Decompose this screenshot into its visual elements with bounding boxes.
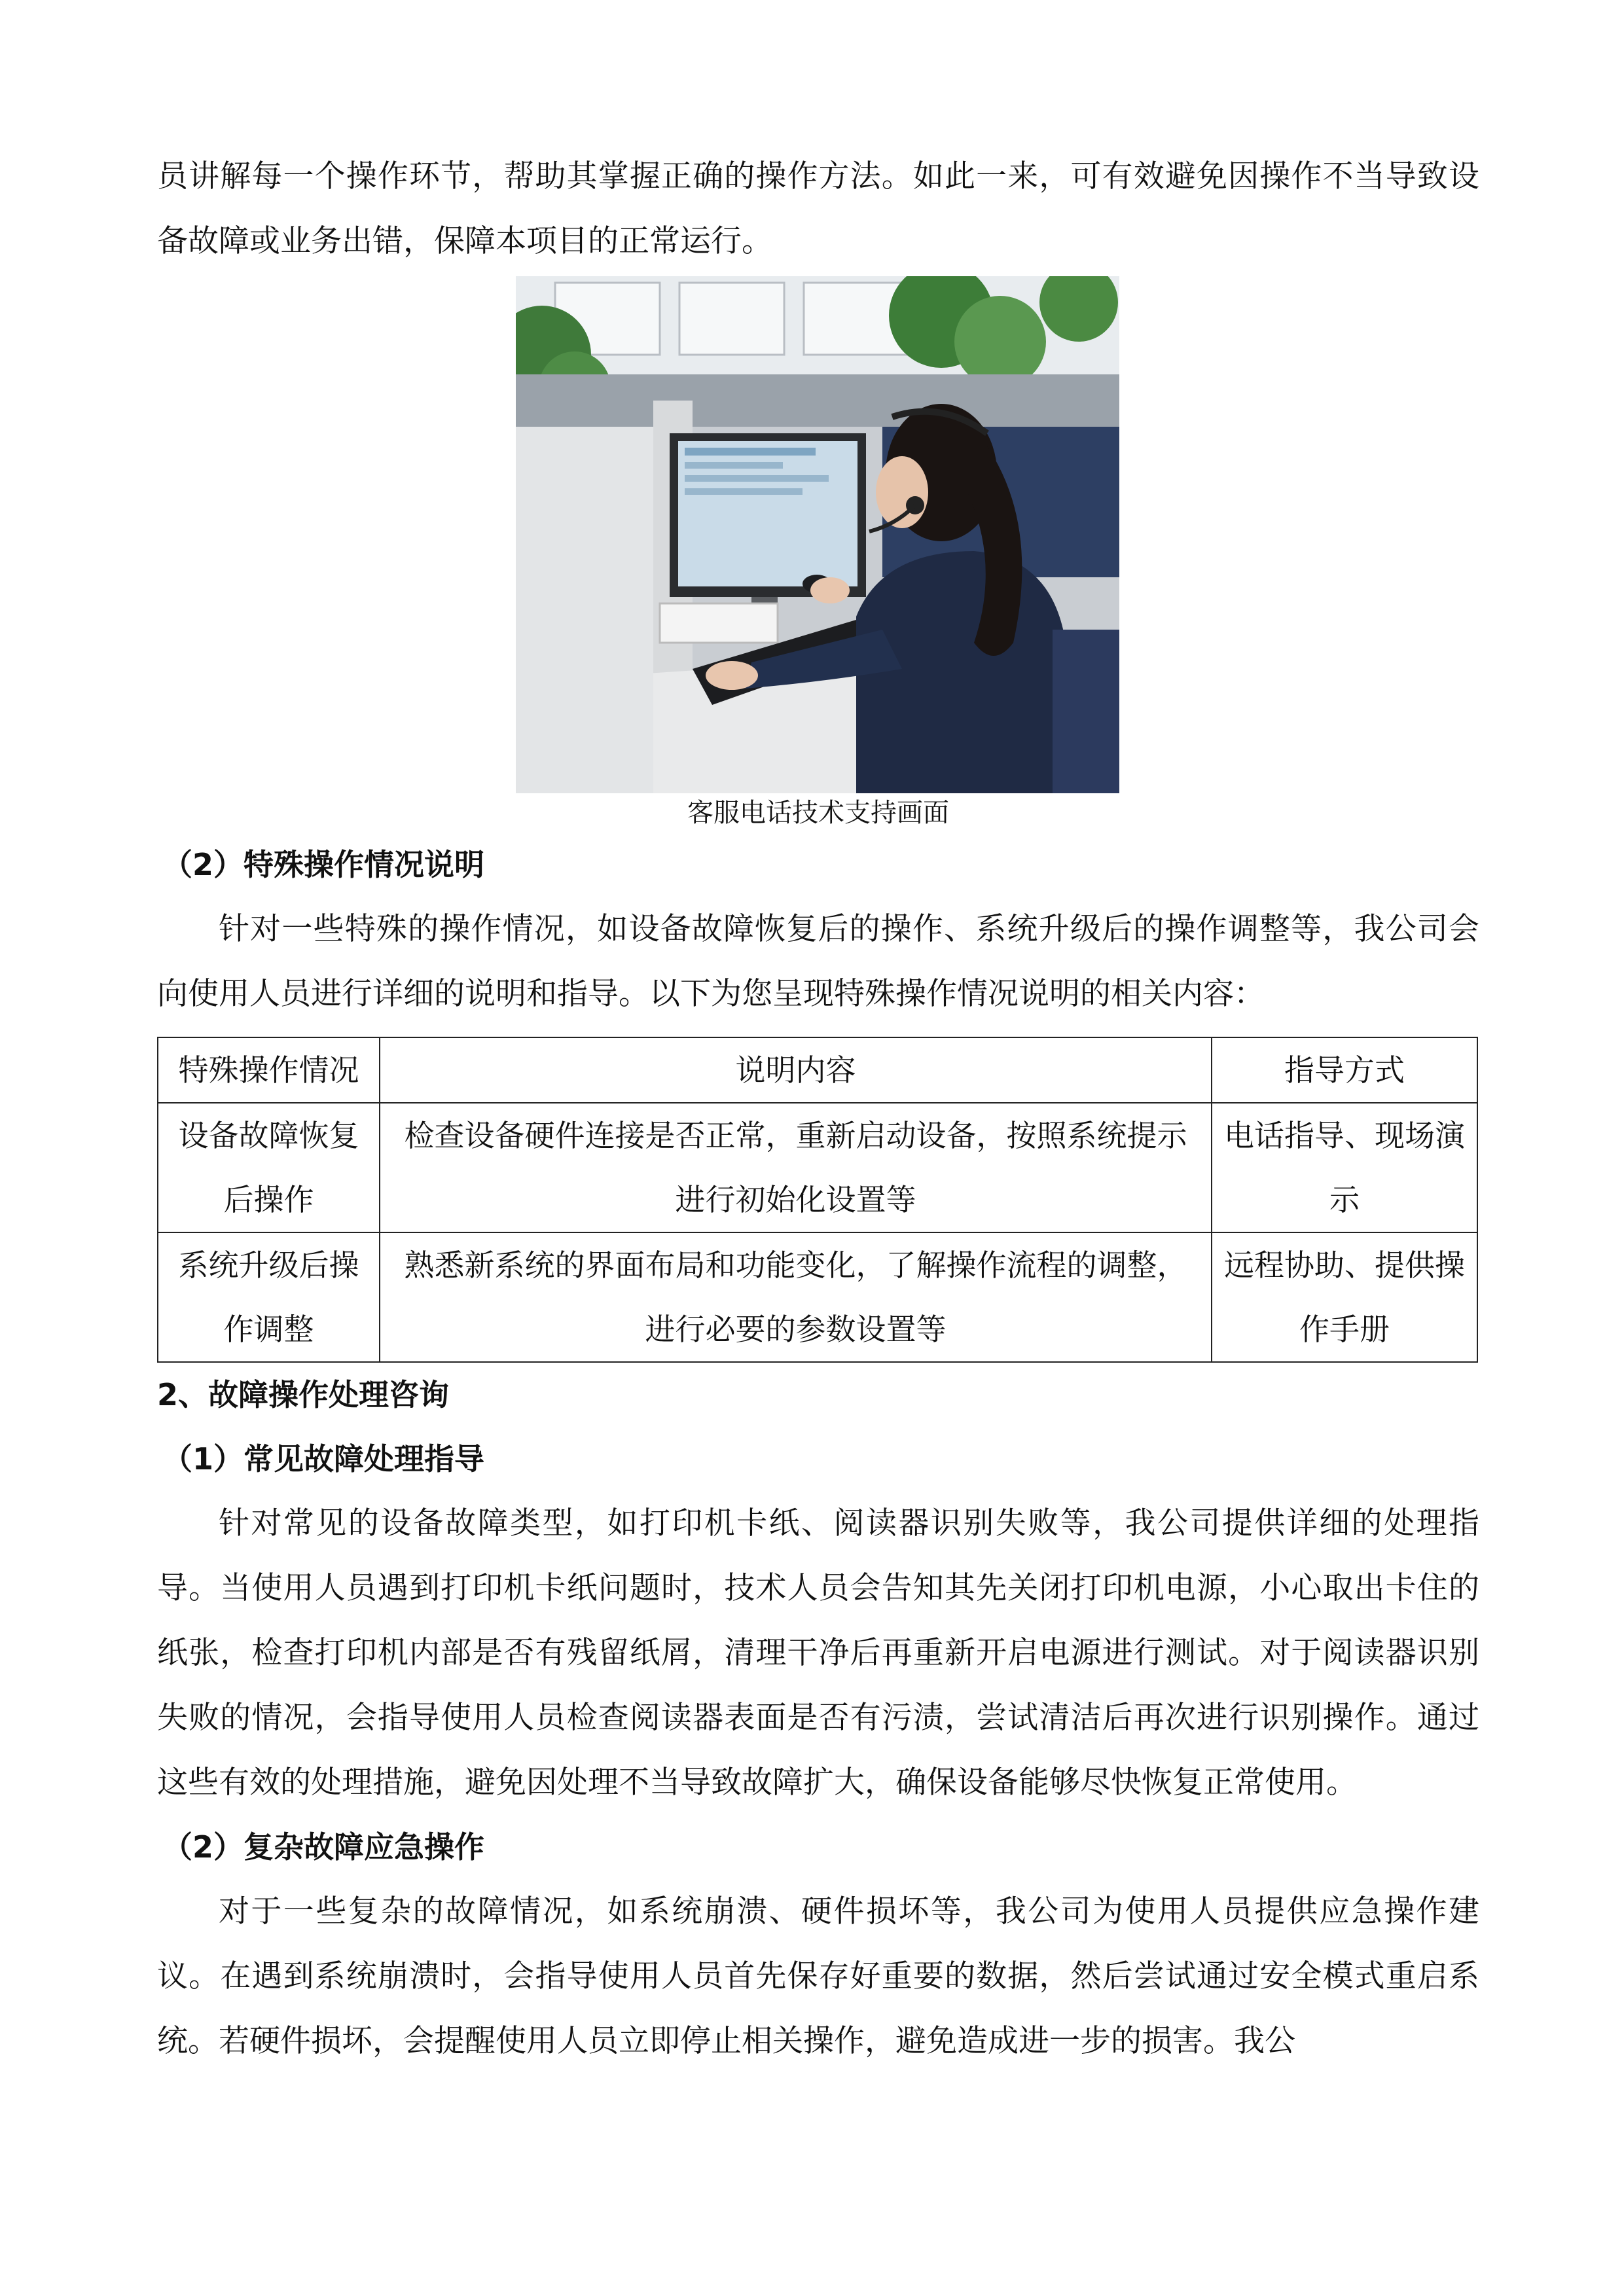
table-header-cell: 特殊操作情况 [158,1037,380,1103]
intro-paragraph: 员讲解每一个操作环节，帮助其掌握正确的操作方法。如此一来，可有效避免因操作不当导致设备故障或业务出错，保障本项目的正常运行。 [157,158,1479,259]
complex-fault-paragraph: 对于一些复杂的故障情况，如系统崩溃、硬件损坏等，我公司为使用人员提供应急操作建议。在遇到系统崩溃时，会指导使用人员首先保存好重要的数据，然后尝试通过安全模式重启系统。若硬件损坏，会提醒使用人员立即停止相关操作，避免造成进一步的损害。我公 [157,1893,1479,2059]
table-header-cell: 指导方式 [1212,1037,1477,1103]
photo-illustration [516,276,1119,793]
figure-caption: 客服电话技术支持画面 [687,798,949,828]
special-ops-paragraph: 针对一些特殊的操作情况，如设备故障恢复后的操作、系统升级后的操作调整等，我公司会向使用人员进行详细的说明和指导。以下为您呈现特殊操作情况说明的相关内容： [157,911,1479,1012]
table-header-cell: 说明内容 [380,1037,1212,1103]
common-fault-paragraph: 针对常见的设备故障类型，如打印机卡纸、阅读器识别失败等，我公司提供详细的处理指导。当使用人员遇到打印机卡纸问题时，技术人员会告知其先关闭打印机电源，小心取出卡住的纸张，检查打印机内部是否有残留纸屑，清理干净后再重新开启电源进行测试。对于阅读器识别失败的情况，会指导使用人员检查阅读器表面是否有污渍，尝试清洁后再次进行识别操作。通过这些有效的处理措施，避免因处理不当导致故障扩大，确保设备能够尽快恢复正常使用。 [157,1505,1479,1801]
table-row [158,1103,1477,1232]
table-cell: 远程协助、提供操作手册 [1212,1232,1477,1362]
table-cell: 电话指导、现场演示 [1212,1103,1477,1232]
complex-fault-heading: （2）复杂故障应急操作 [162,1829,485,1865]
document-page [157,144,1479,2073]
customer-service-photo [516,276,1119,793]
table-cell: 系统升级后操作调整 [158,1232,380,1362]
table-cell: 熟悉新系统的界面布局和功能变化，了解操作流程的调整，进行必要的参数设置等 [380,1232,1212,1362]
table-row [158,1232,1477,1362]
special-ops-table [157,1037,1478,1363]
common-fault-heading: （1）常见故障处理指导 [162,1441,485,1477]
table-cell: 检查设备硬件连接是否正常，重新启动设备，按照系统提示进行初始化设置等 [380,1103,1212,1232]
special-ops-heading: （2）特殊操作情况说明 [162,847,485,882]
table-header-row [158,1037,1477,1103]
table-cell: 设备故障恢复后操作 [158,1103,380,1232]
fault-consult-heading: 2、故障操作处理咨询 [157,1377,450,1412]
